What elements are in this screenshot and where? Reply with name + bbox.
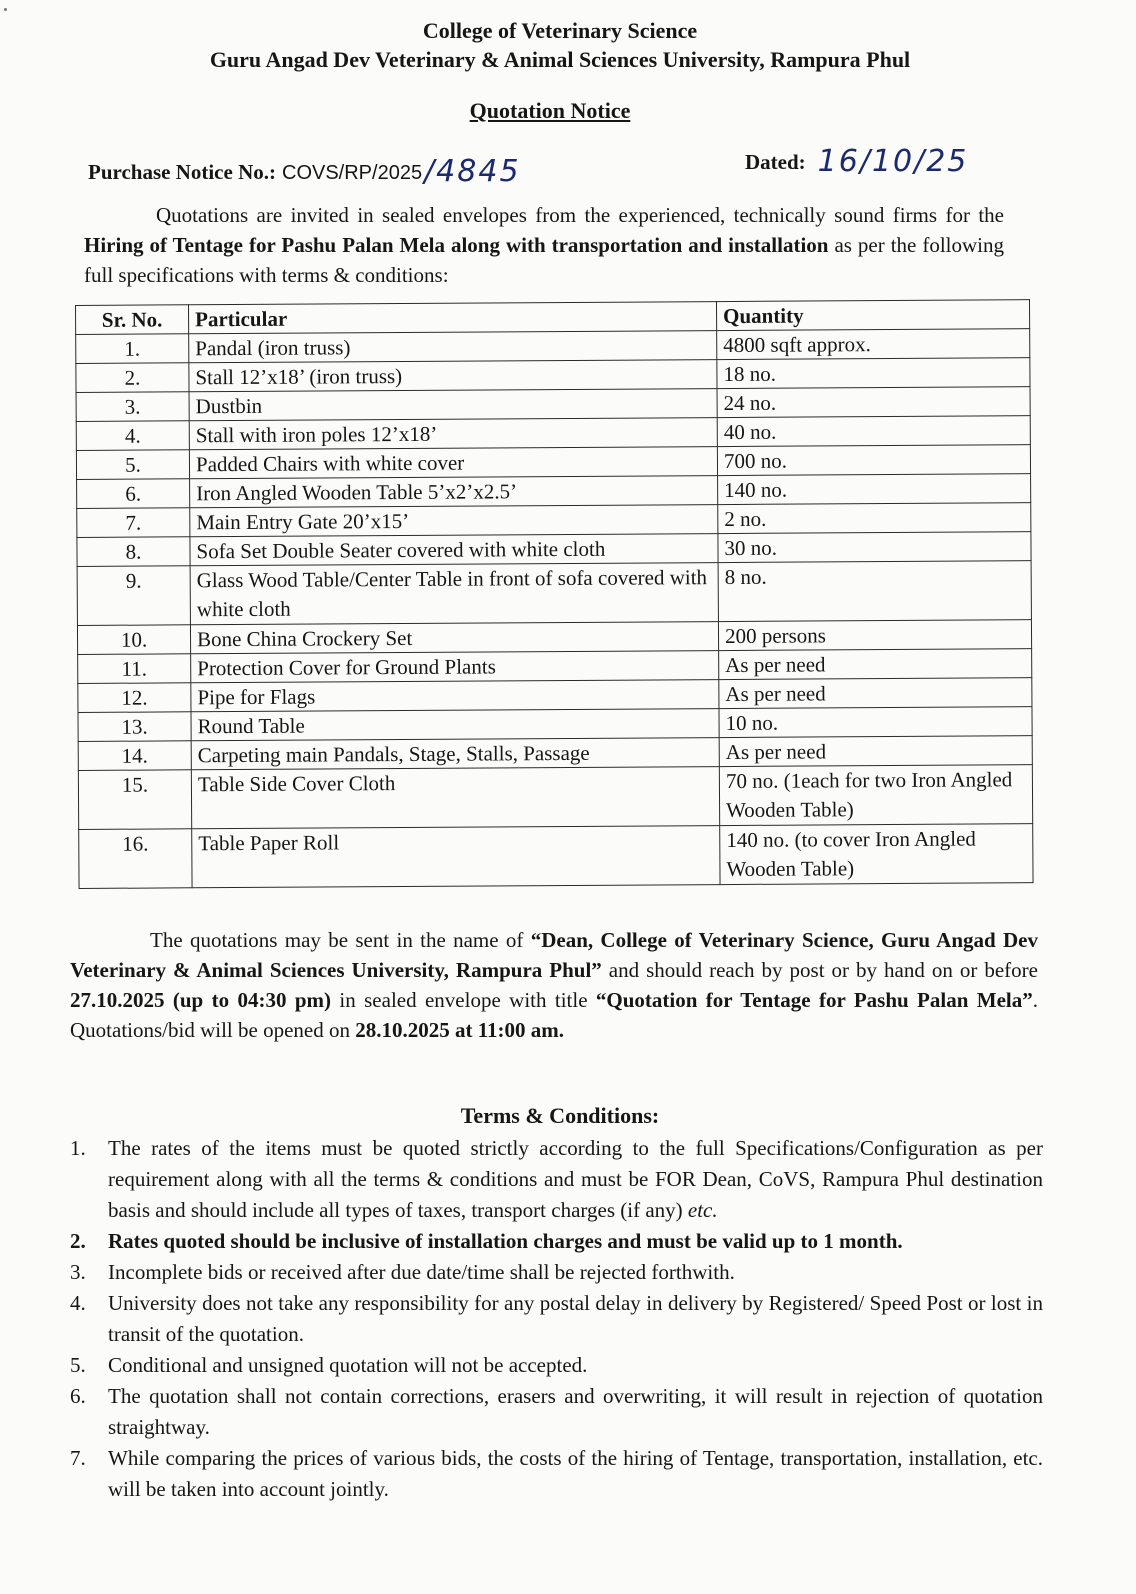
cell-quantity: 40 no. [717, 416, 1030, 447]
term-number: 5. [70, 1353, 86, 1377]
notice-title: Quotation Notice [469, 98, 631, 123]
cell-sr: 12. [78, 683, 191, 713]
intro-text-end: as per the following full specifications with terms & conditions: [84, 233, 1005, 287]
university-name: Guru Angad Dev Veterinary & Animal Sciences University, Rampura Phul [209, 47, 911, 72]
term-item [68, 1226, 1043, 1257]
specification-table [75, 299, 1034, 889]
cell-quantity: 140 no. (to cover Iron Angled Wooden Table) [720, 824, 1033, 885]
cell-quantity: 700 no. [717, 445, 1030, 476]
cell-particular: Iron Angled Wooden Table 5’x2’x2.5’ [190, 476, 718, 508]
term-text: University does not take any responsibility for any postal delay in delivery by Registered/ Speed Post or lost in transit of the quotation. [108, 1291, 1043, 1346]
table-row [79, 824, 1033, 889]
cell-sr: 9. [77, 566, 190, 626]
college-name: College of Veterinary Science [422, 18, 698, 43]
envelope-title-bold: “Quotation for Tentage for Pashu Palan Mela” [595, 988, 1033, 1012]
submission-text: and should reach by post or by hand on or before [601, 958, 1038, 982]
cell-sr: 5. [76, 450, 189, 480]
cell-particular: Sofa Set Double Seater covered with white cloth [190, 534, 718, 566]
cell-quantity: As per need [719, 678, 1032, 709]
term-text: Conditional and unsigned quotation will not be accepted. [108, 1353, 588, 1377]
cell-quantity: 18 no. [717, 358, 1030, 389]
cell-quantity: 70 no. (1each for two Iron Angled Wooden Table) [719, 765, 1032, 826]
term-item [68, 1288, 1043, 1350]
notice-date [745, 140, 969, 179]
term-item [68, 1443, 1043, 1505]
terms-list [68, 1133, 1043, 1505]
cell-sr: 8. [77, 537, 190, 567]
cell-particular: Pipe for Flags [191, 680, 719, 712]
term-text: While comparing the prices of various bids, the costs of the hiring of Tentage, transportation, installation, etc. will be taken into account jointly. [108, 1446, 1043, 1501]
cell-sr: 2. [76, 363, 189, 393]
submission-paragraph [70, 925, 1038, 1045]
cell-quantity: 8 no. [718, 561, 1031, 622]
cell-quantity: 2 no. [718, 503, 1031, 534]
intro-text: Quotations are invited in sealed envelopes from the experienced, technically sound firms for the [156, 203, 1004, 227]
cell-particular: Dustbin [189, 389, 717, 421]
cell-particular: Stall with iron poles 12’x18’ [189, 418, 717, 450]
cell-sr: 14. [78, 741, 191, 771]
term-text: The rates of the items must be quoted strictly according to the full Specifications/Configuration as per requirement along with all the terms & conditions and must be FOR Dean, CoVS, Rampura Phul destination basis and should include all types of taxes, transport charges (if any) [108, 1136, 1043, 1222]
deadline-bold: 27.10.2025 (up to 04:30 pm) [70, 988, 332, 1012]
cell-quantity: 24 no. [717, 387, 1030, 418]
cell-particular: Glass Wood Table/Center Table in front of sofa covered with white cloth [190, 563, 718, 625]
cell-sr: 6. [77, 479, 190, 509]
letterhead [80, 16, 1040, 74]
submission-text: The quotations may be sent in the name of [150, 928, 531, 952]
cell-particular: Table Side Cover Cloth [191, 767, 719, 829]
cell-sr: 16. [79, 829, 192, 889]
header-particular: Particular [189, 302, 717, 334]
term-number: 3. [70, 1260, 86, 1284]
submission-text: in sealed envelope with title [331, 988, 596, 1012]
opening-date-bold: 28.10.2025 at 11:00 am. [355, 1018, 565, 1042]
cell-sr: 10. [77, 625, 190, 655]
cell-sr: 13. [78, 712, 191, 742]
term-number: 7. [70, 1446, 86, 1470]
cell-particular: Stall 12’x18’ (iron truss) [189, 360, 717, 392]
term-item [68, 1133, 1043, 1226]
term-text: Incomplete bids or received after due date/time shall be rejected forthwith. [108, 1260, 735, 1284]
cell-quantity: 140 no. [718, 474, 1031, 505]
term-number: 4. [70, 1291, 86, 1315]
term-number: 1. [70, 1136, 86, 1160]
cell-sr: 15. [78, 770, 191, 830]
cell-sr: 7. [77, 508, 190, 538]
cell-particular: Table Paper Roll [192, 826, 720, 888]
term-item [68, 1381, 1043, 1443]
cell-quantity: 4800 sqft approx. [717, 329, 1030, 360]
cell-quantity: As per need [719, 649, 1032, 680]
terms-title: Terms & Conditions: [460, 1103, 660, 1128]
intro-bold-text: Hiring of Tentage for Pashu Palan Mela along with transportation and installation [84, 233, 829, 257]
addressee-bold: “Dean, College of Veterinary Science, Guru Angad Dev Veterinary & Animal Sciences University, Rampura Phul” [70, 928, 1038, 982]
term-number: 2. [70, 1229, 86, 1253]
handwritten-date: 16/10/25 [817, 144, 969, 179]
purchase-notice-prefix: COVS/RP/2025 [282, 162, 423, 184]
cell-sr: 11. [78, 654, 191, 684]
term-item [68, 1257, 1043, 1288]
cell-particular: Round Table [191, 709, 719, 741]
term-item [68, 1350, 1043, 1381]
dated-label: Dated: [745, 150, 806, 174]
submission-text: . Quotations/bid will be opened on [70, 988, 1039, 1042]
term-text: The quotation shall not contain corrections, erasers and overwriting, it will result in rejection of quotation straightway. [108, 1384, 1043, 1439]
cell-quantity: 200 persons [718, 620, 1031, 651]
cell-particular: Carpeting main Pandals, Stage, Stalls, Passage [191, 738, 719, 770]
cell-quantity: 10 no. [719, 707, 1032, 738]
term-number: 6. [70, 1384, 86, 1408]
cell-sr: 4. [76, 421, 189, 451]
cell-sr: 1. [76, 334, 189, 364]
cell-quantity: As per need [719, 736, 1032, 767]
term-text: Rates quoted should be inclusive of installation charges and must be valid up to 1 month. [108, 1229, 903, 1253]
term-text-italic: etc. [687, 1198, 718, 1222]
scan-speck [4, 8, 7, 11]
cell-particular: Pandal (iron truss) [189, 331, 717, 363]
handwritten-notice-number: /4845 [424, 154, 521, 189]
purchase-notice-label: Purchase Notice No.: [88, 160, 276, 184]
purchase-notice-number [88, 150, 521, 189]
header-sr-no: Sr. No. [76, 305, 189, 335]
cell-particular: Bone China Crockery Set [190, 622, 718, 654]
table-row [77, 561, 1031, 626]
cell-sr: 3. [76, 392, 189, 422]
intro-paragraph [84, 200, 1004, 290]
cell-particular: Padded Chairs with white cover [189, 447, 717, 479]
cell-quantity: 30 no. [718, 532, 1031, 563]
cell-particular: Main Entry Gate 20’x15’ [190, 505, 718, 537]
table-row [78, 765, 1032, 830]
header-quantity: Quantity [716, 300, 1029, 331]
cell-particular: Protection Cover for Ground Plants [191, 651, 719, 683]
